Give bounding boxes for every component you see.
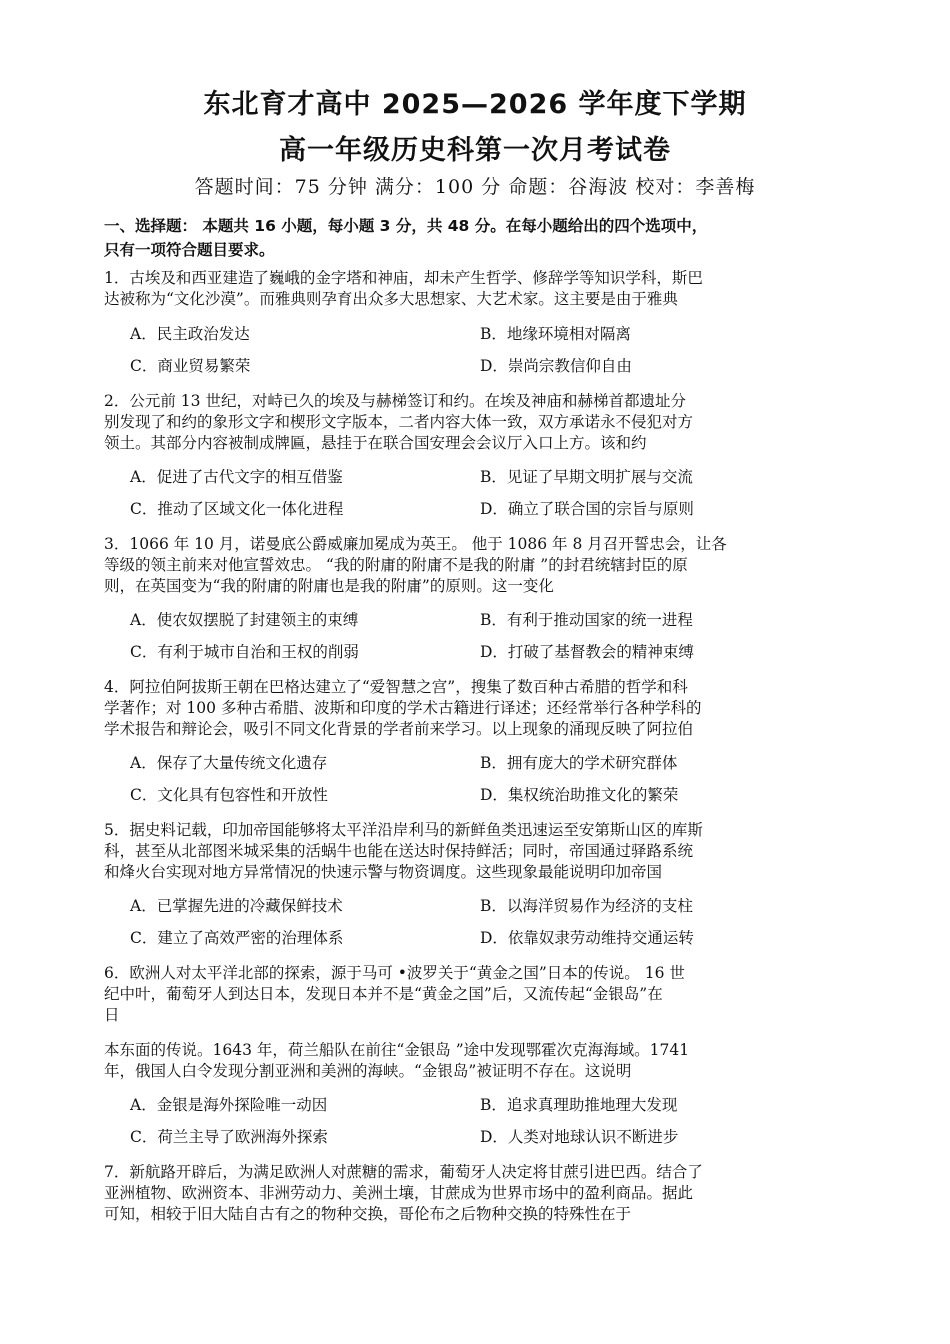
exam-title-line2: 高一年级历史科第一次月考试卷 (279, 135, 671, 166)
question-2-line2: 别发现了和约的象形文字和楔形文字版本，二者内容大体一致，双方承诺永不侵犯对方 (104, 413, 694, 431)
exam-meta: 答题时间：75 分钟 满分：100 分 命题：谷海波 校对：李善梅 (194, 176, 756, 198)
question-6-line5: 年，俄国人白令发现分割亚洲和美洲的海峡。“金银岛”被证明不存在。这说明 (104, 1062, 632, 1080)
section-heading (104, 214, 864, 262)
question-2-option-b: B．见证了早期文明扩展与交流 (480, 468, 693, 486)
question-4-option-b: B．拥有庞大的学术研究群体 (480, 754, 678, 772)
question-6-option-a: A．金银是海外探险唯一动因 (130, 1096, 328, 1114)
question-6-stem (104, 963, 864, 1026)
question-1-option-a: A．民主政治发达 (130, 325, 250, 343)
question-1-option-d: D．崇尚宗教信仰自由 (480, 357, 632, 375)
question-4-line2: 学著作；对 100 多种古希腊、波斯和印度的学术古籍进行译述；还经常举行各种学科的 (104, 699, 702, 717)
question-6-line1: 6．欧洲人对太平洋北部的探索，源于马可 •波罗关于“黄金之国”日本的传说。 16 世 (104, 964, 685, 982)
question-2-line1: 2．公元前 13 世纪，对峙已久的埃及与赫梯签订和约。在埃及神庙和赫梯首都遗址分 (104, 392, 686, 410)
question-2-option-a: A．促进了古代文字的相互借鉴 (130, 468, 343, 486)
question-5-line2: 科，甚至从北部图米城采集的活蜗牛也能在送达时保持鲜活；同时，帝国通过驿路系统 (104, 842, 694, 860)
question-4-line1: 4．阿拉伯阿拔斯王朝在巴格达建立了“爱智慧之宫”，搜集了数百种古希腊的哲学和科 (104, 678, 688, 696)
question-4-stem (104, 677, 864, 740)
question-7-line2: 亚洲植物、欧洲资本、非洲劳动力、美洲土壤，甘蔗成为世界市场中的盈利商品。据此 (104, 1184, 694, 1202)
section-heading-line2: 只有一项符合题目要求。 (104, 241, 275, 259)
question-6-option-b: B．追求真理助推地理大发现 (480, 1096, 678, 1114)
question-3-option-d: D．打破了基督教会的精神束缚 (480, 643, 694, 661)
question-4-option-a: A．保存了大量传统文化遗存 (130, 754, 328, 772)
question-4-option-d: D．集权统治助推文化的繁荣 (480, 786, 679, 804)
question-7-line1: 7．新航路开辟后，为满足欧洲人对蔗糖的需求，葡萄牙人决定将甘蔗引进巴西。结合了 (104, 1163, 703, 1181)
question-6-option-d: D．人类对地球认识不断进步 (480, 1128, 679, 1146)
question-5-option-b: B．以海洋贸易作为经济的支柱 (480, 897, 693, 915)
question-5-option-d: D．依靠奴隶劳动维持交通运转 (480, 929, 694, 947)
question-1-option-b: B．地缘环境相对隔离 (480, 325, 631, 343)
question-5-stem (104, 820, 864, 883)
question-3-line1: 3．1066 年 10 月，诺曼底公爵威廉加冕成为英王。 他于 1086 年 8 月召开誓忠会，让各 (104, 535, 727, 553)
exam-title-line1: 东北育才高中 2025—2026 学年度下学期 (203, 89, 747, 120)
question-2-line3: 领土。其部分内容被制成牌匾，悬挂于在联合国安理会会议厅入口上方。该和约 (104, 434, 647, 452)
question-3-line2: 等级的领主前来对他宣誓效忠。 “我的附庸的附庸不是我的附庸 ”的封君统辖封臣的原 (104, 556, 688, 574)
question-1-line2: 达被称为“文化沙漠”。而雅典则孕育出众多大思想家、大艺术家。这主要是由于雅典 (104, 290, 678, 308)
question-6-stem-continued (104, 1040, 864, 1082)
question-5-line3: 和烽火台实现对地方异常情况的快速示警与物资调度。这些现象最能说明印加帝国 (104, 863, 663, 881)
question-7-line3: 可知，相较于旧大陆自古有之的物种交换，哥伦布之后物种交换的特殊性在于 (104, 1205, 632, 1223)
question-6-line2: 纪中叶，葡萄牙人到达日本，发现日本并不是“黄金之国”后，又流传起“金银岛”在 (104, 985, 663, 1003)
question-2-option-d: D．确立了联合国的宗旨与原则 (480, 500, 694, 518)
question-1-stem (104, 268, 864, 310)
question-3-line3: 则，在英国变为“我的附庸的附庸也是我的附庸”的原则。这一变化 (104, 577, 554, 595)
question-3-option-b: B．有利于推动国家的统一进程 (480, 611, 693, 629)
question-5-line1: 5．据史料记载，印加帝国能够将太平洋沿岸利马的新鲜鱼类迅速运至安第斯山区的库斯 (104, 821, 703, 839)
question-5-option-a: A．已掌握先进的冷藏保鲜技术 (130, 897, 343, 915)
question-4-option-c: C．文化具有包容性和开放性 (130, 786, 328, 804)
section-heading-line1: 一、选择题： 本题共 16 小题，每小题 3 分，共 48 分。在每小题给出的四个选项中， (104, 217, 708, 235)
question-6-line4: 本东面的传说。1643 年，荷兰船队在前往“金银岛 ”途中发现鄂霍次克海海域。1741 (104, 1041, 690, 1059)
question-6-option-c: C．荷兰主导了欧洲海外探索 (130, 1128, 328, 1146)
question-7-stem (104, 1162, 864, 1225)
question-3-option-c: C．有利于城市自治和王权的削弱 (130, 643, 359, 661)
question-6-line3: 日 (104, 1006, 120, 1024)
question-3-option-a: A．使农奴摆脱了封建领主的束缚 (130, 611, 359, 629)
question-2-stem (104, 391, 864, 454)
question-2-option-c: C．推动了区域文化一体化进程 (130, 500, 344, 518)
question-5-option-c: C．建立了高效严密的治理体系 (130, 929, 344, 947)
question-3-stem (104, 534, 864, 597)
question-4-line3: 学术报告和辩论会，吸引不同文化背景的学者前来学习。以上现象的涌现反映了阿拉伯 (104, 720, 694, 738)
question-1-option-c: C．商业贸易繁荣 (130, 357, 251, 375)
question-1-line1: 1．古埃及和西亚建造了巍峨的金字塔和神庙，却未产生哲学、修辞学等知识学科，斯巴 (104, 269, 703, 287)
